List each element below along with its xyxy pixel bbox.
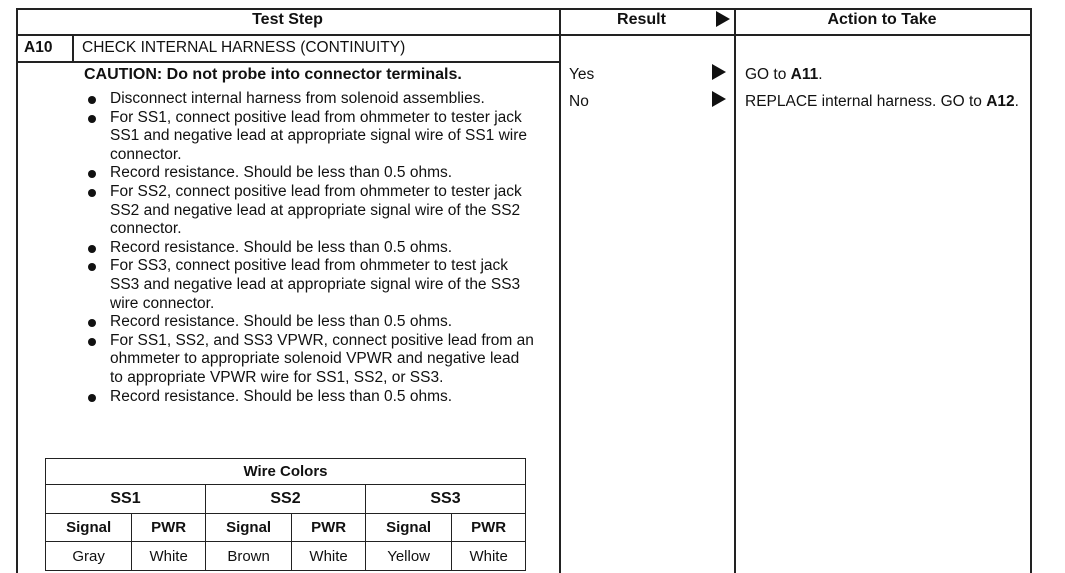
action-no bbox=[745, 93, 1025, 112]
list-item: Record resistance. Should be less than 0.5 ohms. bbox=[84, 239, 534, 258]
subheader-signal: Signal bbox=[46, 514, 132, 542]
step-title-bottom-border bbox=[16, 61, 559, 63]
wire-colors-title: Wire Colors bbox=[46, 459, 526, 485]
header-bottom-border bbox=[16, 34, 1030, 36]
header-arrow-icon bbox=[716, 11, 730, 27]
step-reference-link[interactable]: A11 bbox=[790, 66, 819, 83]
step-reference-link[interactable]: A12 bbox=[986, 93, 1015, 110]
step-bullet-list bbox=[84, 90, 534, 406]
list-item: Record resistance. Should be less than 0.5 ohms. bbox=[84, 388, 534, 407]
table-left-border bbox=[16, 8, 18, 573]
result-no: No bbox=[569, 93, 589, 110]
action-text: . bbox=[1014, 93, 1019, 110]
list-item: For SS1, SS2, and SS3 VPWR, connect positive lead from an ohmmeter to appropriate solenoid VPWR and negative lead to appropriate VPWR wire for SS1, SS2, or SS3. bbox=[84, 332, 534, 388]
wire-color-cell: White bbox=[132, 542, 206, 571]
step-id-divider bbox=[72, 34, 74, 61]
subheader-pwr: PWR bbox=[452, 514, 526, 542]
list-item: Disconnect internal harness from solenoid assemblies. bbox=[84, 90, 534, 109]
action-text: . bbox=[818, 66, 823, 83]
group-ss3: SS3 bbox=[365, 485, 525, 514]
subheader-signal: Signal bbox=[365, 514, 451, 542]
group-ss1: SS1 bbox=[46, 485, 206, 514]
step-id: A10 bbox=[24, 39, 53, 56]
action-yes bbox=[745, 66, 823, 85]
action-text: REPLACE internal harness. GO to bbox=[745, 93, 987, 110]
wire-color-cell: White bbox=[292, 542, 366, 571]
list-item: Record resistance. Should be less than 0.5 ohms. bbox=[84, 313, 534, 332]
subheader-signal: Signal bbox=[205, 514, 291, 542]
wire-color-cell: Yellow bbox=[365, 542, 451, 571]
table-right-border bbox=[1030, 8, 1032, 573]
subheader-pwr: PWR bbox=[292, 514, 366, 542]
result-yes: Yes bbox=[569, 66, 595, 83]
table-top-border bbox=[16, 8, 1030, 10]
list-item: For SS3, connect positive lead from ohmmeter to test jack SS3 and negative lead at appropriate signal wire of the SS3 wire connector. bbox=[84, 257, 534, 313]
step-title: CHECK INTERNAL HARNESS (CONTINUITY) bbox=[82, 39, 406, 56]
wire-color-cell: Gray bbox=[46, 542, 132, 571]
wire-colors-table bbox=[45, 458, 526, 571]
subheader-pwr: PWR bbox=[132, 514, 206, 542]
header-test-step: Test Step bbox=[252, 11, 323, 28]
header-result: Result bbox=[617, 11, 666, 28]
action-text: GO to bbox=[745, 66, 791, 83]
wire-color-cell: White bbox=[452, 542, 526, 571]
arrow-icon bbox=[712, 91, 726, 107]
action-column-divider bbox=[734, 8, 736, 573]
arrow-icon bbox=[712, 64, 726, 80]
list-item: For SS1, connect positive lead from ohmmeter to tester jack SS1 and negative lead at appropriate signal wire of SS1 wire connector. bbox=[84, 109, 534, 165]
header-action: Action to Take bbox=[827, 11, 937, 28]
result-column-divider bbox=[559, 8, 561, 573]
list-item: For SS2, connect positive lead from ohmmeter to tester jack SS2 and negative lead at appropriate signal wire of the SS2 connector. bbox=[84, 183, 534, 239]
list-item: Record resistance. Should be less than 0.5 ohms. bbox=[84, 164, 534, 183]
wire-color-cell: Brown bbox=[205, 542, 291, 571]
caution-text: CAUTION: Do not probe into connector terminals. bbox=[84, 66, 462, 83]
group-ss2: SS2 bbox=[205, 485, 365, 514]
